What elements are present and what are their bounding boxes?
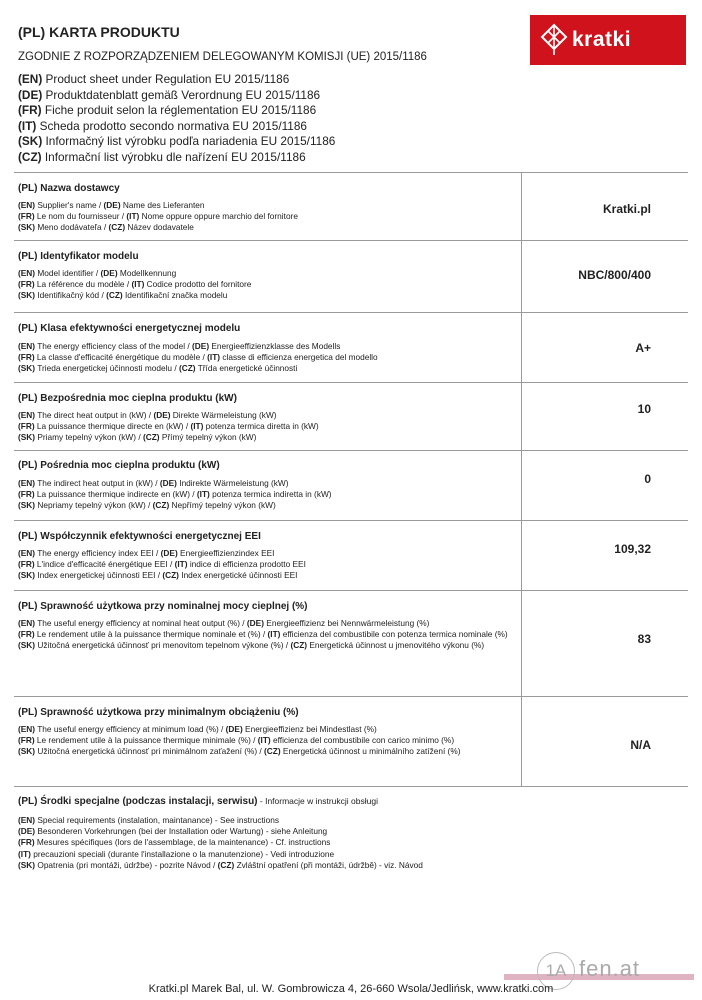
language-code: (DE) [103, 200, 121, 210]
translation-line: (EN) The energy efficiency class of the model / (DE) Energieeffizienzklasse des Modells [18, 341, 341, 351]
row-translations [18, 618, 515, 652]
row-translations [18, 815, 515, 871]
language-code: (FR) [18, 211, 35, 222]
language-code: (SK) [18, 222, 36, 233]
translation-line: (SK) Opatrenia (pri montáži, údržbe) - pozrite Návod / (CZ) Zvláštní opatření (při montáži, údržbě) - viz. Návod [18, 859, 423, 870]
language-code: (EN) [18, 72, 43, 86]
page-title: (PL) KARTA PRODUKTU [18, 24, 180, 40]
row-label-cell [14, 173, 522, 240]
row-label-cell [14, 451, 522, 520]
row-label-cell [14, 241, 522, 312]
table-row [14, 172, 688, 240]
page-subtitle: ZGODNIE Z ROZPORZĄDZENIEM DELEGOWANYM KOMISJI (UE) 2015/1186 [18, 51, 427, 63]
row-translations [18, 478, 515, 512]
language-code: (SK) [18, 363, 36, 374]
language-code: (SK) [18, 640, 36, 651]
row-heading-text: (PL) Sprawność użytkowa przy nominalnej mocy cieplnej (%) [18, 601, 308, 612]
language-code: (FR) [18, 629, 35, 640]
table-row [14, 590, 688, 696]
language-code: (CZ) [264, 746, 281, 757]
row-value: NBC/800/400 [578, 268, 651, 282]
translation-line: (EN) Supplier's name / (DE) Name des Lieferanten [18, 200, 205, 210]
row-label-cell [14, 787, 521, 886]
language-code: (FR) [18, 559, 35, 570]
translation-line: (FR) Le rendement utile à la puissance thermique nominale et (%) / (IT) efficienza del combustibile con potenza termica nominale (%) [18, 629, 508, 640]
language-code: (IT) [174, 559, 188, 570]
language-code: (DE) [153, 410, 171, 420]
row-heading-text: (PL) Klasa efektywności energetycznej modelu [18, 323, 241, 334]
language-code: (IT) [207, 352, 221, 363]
language-code: (FR) [18, 352, 35, 363]
watermark-circle: 1A [537, 952, 575, 990]
table-row [14, 240, 688, 312]
translation-line: (SK) Identifikačný kód / (CZ) Identifikační značka modelu [18, 290, 228, 301]
translation-line: (EN) The energy efficiency index EEI / (DE) Energieeffizienzindex EEI [18, 548, 275, 558]
watermark-text: fen.at [579, 956, 641, 981]
language-code: (CZ) [217, 859, 235, 870]
row-heading-text: (PL) Współczynnik efektywności energetycznej EEI [18, 531, 261, 542]
language-titles [18, 72, 335, 165]
language-code: (CZ) [142, 432, 160, 443]
language-code: (EN) [18, 618, 36, 628]
language-code: (IT) [131, 279, 145, 290]
table-row [14, 450, 688, 520]
language-code: (EN) [18, 724, 36, 734]
row-value: N/A [630, 738, 651, 752]
language-code: (EN) [18, 341, 36, 351]
table-row [14, 312, 688, 382]
language-title-line [18, 88, 335, 104]
language-code: (CZ) [152, 500, 170, 511]
language-code: (IT) [18, 118, 37, 133]
row-heading-text: (PL) Nazwa dostawcy [18, 183, 120, 194]
language-code: (SK) [18, 859, 36, 870]
row-heading-text: (PL) Identyfikator modelu [18, 251, 139, 262]
translation-line: (DE) Besonderen Vorkehrungen (bei der Installation oder Wartung) - siehe Anleitung [18, 826, 328, 837]
row-translations [18, 341, 515, 375]
language-code: (IT) [190, 421, 204, 432]
language-title-text: Produktdatenblatt gemäß Verordnung EU 2015/1186 [42, 87, 321, 102]
translation-line: (EN) The direct heat output in (kW) / (DE) Direkte Wärmeleistung (kW) [18, 410, 277, 420]
row-heading [18, 531, 261, 542]
row-heading-note: - Informacje w instrukcji obsługi [257, 796, 378, 806]
row-translations [18, 268, 515, 302]
translation-line: (FR) Le rendement utile à la puissance thermique minimale (%) / (IT) efficienza del combustibile con carico minimo (%) [18, 735, 455, 746]
translation-line: (FR) Mesures spécifiques (lors de l'assemblage, de la maintenance) - Cf. instructions [18, 837, 331, 848]
row-heading [18, 393, 237, 404]
row-translations [18, 410, 515, 444]
translation-line: (SK) Meno dodávateľa / (CZ) Název dodavatele [18, 222, 194, 233]
language-code: (FR) [18, 421, 35, 432]
language-code: (EN) [18, 268, 36, 278]
language-title-text: Informační list výrobku dle nařízení EU 2015/1186 [41, 149, 306, 164]
language-code: (FR) [18, 103, 42, 117]
footer-address: Kratki.pl Marek Bal, ul. W. Gombrowicza 4, 26-660 Wsola/Jedlińsk, www.kratki.com [148, 983, 554, 995]
language-title-text: Product sheet under Regulation EU 2015/1186 [42, 72, 290, 86]
row-value: A+ [635, 341, 651, 355]
language-code: (DE) [18, 87, 43, 102]
kratki-logo [530, 15, 686, 65]
row-value: 109,32 [614, 542, 651, 556]
language-code: (IT) [267, 629, 281, 640]
row-heading-text: (PL) Sprawność użytkowa przy minimalnym obciążeniu (%) [18, 707, 299, 718]
row-label-cell [14, 383, 522, 450]
translation-line: (FR) Le nom du fournisseur / (IT) Nome oppure oppure marchio del fornitore [18, 211, 298, 222]
row-translations [18, 200, 515, 234]
language-code: (IT) [18, 848, 31, 859]
translation-line: (SK) Index energetickej účinnosti EEI / (CZ) Index energetické účinnosti EEI [18, 570, 298, 581]
language-code: (DE) [160, 548, 178, 558]
translation-line: (EN) The useful energy efficiency at minimum load (%) / (DE) Energieeffizienz bei Mindestlast (%) [18, 724, 377, 734]
language-code: (DE) [192, 341, 210, 351]
language-code: (CZ) [178, 363, 196, 374]
language-title-line [18, 119, 335, 135]
language-code: (CZ) [18, 149, 42, 164]
logo-text: kratki [572, 28, 632, 51]
language-code: (DE) [225, 724, 243, 734]
translation-line: (EN) Special requirements (instalation, maintanance) - See instructions [18, 815, 280, 825]
row-label-cell [14, 591, 522, 696]
language-title-line [18, 72, 335, 88]
language-code: (FR) [18, 489, 35, 500]
row-heading [18, 183, 120, 194]
language-code: (EN) [18, 200, 36, 210]
translation-line: (FR) La référence du modèle / (IT) Codice prodotto del fornitore [18, 279, 252, 290]
row-label-cell [14, 521, 522, 590]
table-row [14, 382, 688, 450]
language-code: (SK) [18, 432, 36, 443]
language-code: (DE) [100, 268, 118, 278]
row-heading-text: (PL) Bezpośrednia moc cieplna produktu (kW) [18, 393, 237, 404]
translation-line: (FR) La puissance thermique directe en (kW) / (IT) potenza termica diretta in (kW) [18, 421, 319, 432]
row-heading [18, 707, 299, 718]
language-code: (IT) [126, 211, 140, 222]
kratki-logo-icon [540, 23, 568, 57]
language-title-text: Informačný list výrobku podľa nariadenia EU 2015/1186 [42, 134, 336, 148]
row-heading-text: (PL) Pośrednia moc cieplna produktu (kW) [18, 460, 220, 471]
language-code: (CZ) [108, 222, 126, 233]
language-code: (SK) [18, 290, 36, 301]
language-title-text: Scheda prodotto secondo normativa EU 2015/1186 [36, 118, 307, 133]
language-code: (DE) [159, 478, 177, 488]
row-value: 83 [637, 632, 651, 646]
translation-line: (SK) Užitočná energetická účinnosť pri minimálnom zaťažení (%) / (CZ) Energetická účinnost u minimálního zatížení (%) [18, 746, 461, 757]
row-heading [18, 323, 240, 334]
row-value: 10 [637, 402, 651, 416]
translation-line: (IT) precauzioni speciali (durante l'installazione o la manutenzione) - Vedi introduzione [18, 848, 335, 859]
translation-line: (EN) The indirect heat output in (kW) / (DE) Indirekte Wärmeleistung (kW) [18, 478, 289, 488]
language-code: (DE) [18, 826, 36, 837]
language-title-line [18, 150, 335, 166]
translation-line: (FR) La puissance thermique indirecte en (kW) / (IT) potenza termica indiretta in (kW) [18, 489, 332, 500]
row-heading [18, 601, 308, 612]
row-heading [18, 251, 139, 262]
row-translations [18, 548, 515, 582]
language-code: (IT) [257, 735, 271, 746]
language-code: (IT) [196, 489, 210, 500]
language-code: (EN) [18, 815, 36, 825]
product-table [14, 172, 688, 886]
table-row [14, 786, 688, 886]
translation-line: (SK) Užitočná energetická účinnosť pri menovitom tepelnom výkone (%) / (CZ) Energetická účinnost u jmenovitého výkonu (%) [18, 640, 485, 651]
row-heading [18, 796, 378, 807]
language-code: (SK) [18, 134, 43, 148]
row-heading [18, 460, 220, 471]
language-code: (EN) [18, 478, 36, 488]
language-title-line [18, 103, 335, 119]
language-code: (CZ) [290, 640, 308, 651]
language-code: (FR) [18, 735, 35, 746]
language-code: (SK) [18, 746, 36, 757]
translation-line: (EN) The useful energy efficiency at nominal heat output (%) / (DE) Energieeffizienz bei Nennwärmeleistung (%) [18, 618, 430, 628]
language-title-text: Fiche produit selon la réglementation EU 2015/1186 [41, 103, 317, 117]
language-code: (CZ) [162, 570, 179, 581]
row-translations [18, 724, 515, 758]
language-code: (FR) [18, 279, 35, 290]
translation-line: (EN) Model identifier / (DE) Modellkennung [18, 268, 177, 278]
table-row [14, 520, 688, 590]
translation-line: (SK) Priamy tepelný výkon (kW) / (CZ) Přímý tepelný výkon (kW) [18, 432, 257, 443]
row-value: 0 [644, 472, 651, 486]
translation-line: (SK) Nepriamy tepelný výkon (kW) / (CZ) Nepřímý tepelný výkon (kW) [18, 500, 276, 511]
row-label-cell [14, 313, 522, 382]
language-code: (DE) [246, 618, 264, 628]
table-row [14, 696, 688, 786]
translation-line: (FR) L'indice d'efficacité énergétique EEI / (IT) indice di efficienza prodotto EEI [18, 559, 306, 570]
language-code: (CZ) [106, 290, 123, 301]
language-code: (EN) [18, 410, 36, 420]
language-code: (FR) [18, 837, 35, 848]
translation-line: (FR) La classe d'efficacité énergétique du modèle / (IT) classe di efficienza energetica del modello [18, 352, 378, 363]
language-code: (EN) [18, 548, 36, 558]
language-code: (SK) [18, 500, 36, 511]
row-label-cell [14, 697, 522, 786]
language-code: (SK) [18, 570, 36, 581]
language-title-line [18, 134, 335, 150]
row-value: Kratki.pl [602, 202, 651, 216]
translation-line: (SK) Trieda energetickej účinnosti modelu / (CZ) Třída energetické účinnosti [18, 363, 298, 374]
row-heading-text: (PL) Środki specjalne (podczas instalacji, serwisu) [18, 796, 258, 807]
